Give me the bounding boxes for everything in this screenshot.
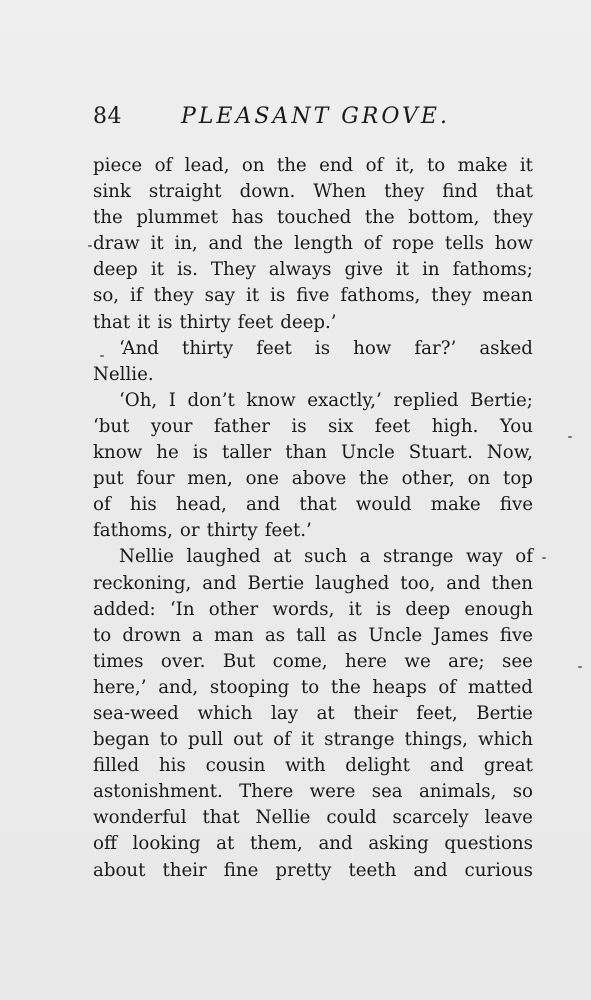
text-line: off looking at them, and asking questions — [93, 833, 533, 855]
text-line: piece of lead, on the end of it, to make it — [93, 155, 533, 176]
text-line: ‘Oh, I don’t know exactly,’ replied Bertie; — [119, 389, 533, 411]
text-line: wonderful that Nellie could scarcely leave — [93, 807, 533, 829]
text-line: reckoning, and Bertie laughed too, and then — [93, 572, 533, 594]
text-line: about their fine pretty teeth and curious — [93, 859, 533, 881]
text-line: added: ‘In other words, it is deep enough — [93, 598, 533, 620]
text-line: ‘but your father is six feet high. You — [93, 415, 533, 437]
text-line: filled his cousin with delight and great — [93, 755, 533, 777]
page-header — [93, 104, 533, 144]
text-line: so, if they say it is five fathoms, they mean — [93, 285, 533, 307]
text-line: ‘And thirty feet is how far?’ asked — [119, 337, 533, 359]
text-line: began to pull out of it strange things, which — [93, 729, 533, 751]
text-line: Nellie. — [93, 363, 154, 385]
text-line: of his head, and that would make five — [93, 494, 533, 516]
text-line: draw it in, and the length of rope tells how — [93, 233, 533, 255]
print-speck — [578, 666, 582, 668]
print-speck — [88, 245, 92, 247]
text-line: know he is taller than Uncle Stuart. Now, — [93, 442, 533, 464]
text-line: sea-weed which lay at their feet, Bertie — [93, 702, 533, 724]
text-line: that it is thirty feet deep.’ — [93, 311, 337, 333]
text-line: sink straight down. When they find that — [93, 181, 533, 203]
text-line: the plummet has touched the bottom, they — [93, 207, 533, 229]
body-text — [93, 153, 533, 884]
text-line: to drown a man as tall as Uncle James five — [93, 624, 533, 646]
page-number: 84 — [93, 104, 122, 129]
text-line: deep it is. They always give it in fathoms; — [93, 259, 533, 281]
print-speck — [542, 557, 546, 559]
text-line: Nellie laughed at such a strange way of — [119, 546, 533, 568]
text-line: fathoms, or thirty feet.’ — [93, 520, 312, 542]
print-speck — [568, 436, 572, 438]
text-line: put four men, one above the other, on top — [93, 468, 533, 490]
print-speck — [100, 355, 104, 357]
text-line: here,’ and, stooping to the heaps of matted — [93, 676, 533, 698]
text-line: astonishment. There were sea animals, so — [93, 781, 533, 803]
text-line: times over. But come, here we are; see — [93, 650, 533, 672]
running-title: PLEASANT GROVE. — [181, 104, 450, 129]
